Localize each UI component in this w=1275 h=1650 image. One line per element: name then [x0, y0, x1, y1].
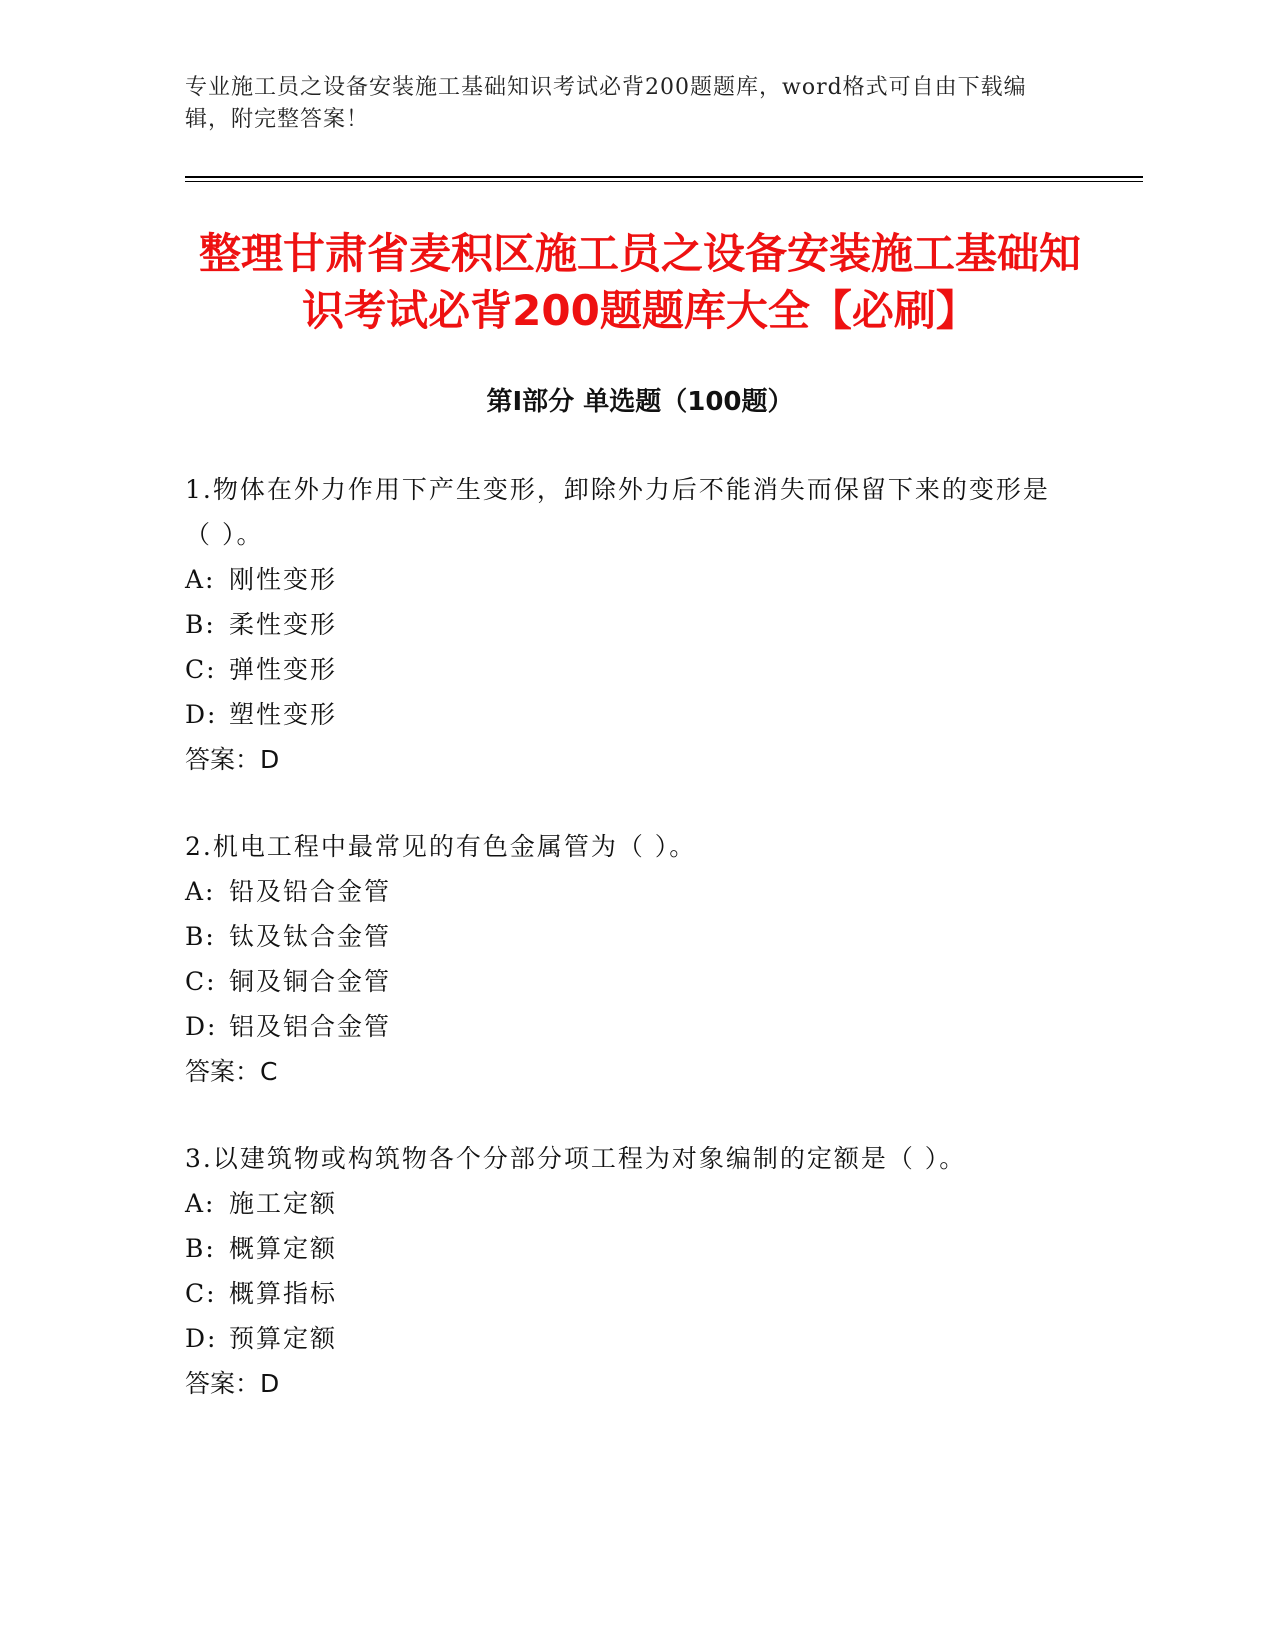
- question-1: [185, 467, 1075, 782]
- question-list: [185, 467, 1075, 1448]
- option-b: [185, 1226, 1075, 1271]
- option-text: 刚性变形: [229, 565, 338, 594]
- answer-value: C: [260, 1057, 278, 1086]
- option-key: A:: [185, 1189, 216, 1218]
- answer-line: [185, 1361, 1075, 1406]
- option-key: C:: [185, 967, 217, 996]
- option-text: 概算定额: [229, 1234, 338, 1263]
- option-key: C:: [185, 1279, 217, 1308]
- option-key: A:: [185, 565, 216, 594]
- answer-label: 答案：: [185, 1057, 261, 1086]
- answer-label: 答案：: [185, 745, 261, 774]
- option-a: [185, 1181, 1075, 1226]
- option-text: 概算指标: [229, 1279, 338, 1308]
- option-key: B:: [185, 1234, 216, 1263]
- header-note: 专业施工员之设备安装施工基础知识考试必背200题题库，word格式可自由下载编辑，附完整答案！: [185, 75, 1027, 132]
- option-text: 弹性变形: [229, 655, 338, 684]
- header-rule-thick: [185, 176, 1143, 178]
- option-key: A:: [185, 877, 216, 906]
- section-title: 第Ⅰ部分 单选题（100题）: [486, 387, 794, 417]
- option-d: [185, 1316, 1075, 1361]
- header-rule-thin: [185, 181, 1143, 182]
- option-text: 柔性变形: [229, 610, 338, 639]
- option-key: D:: [185, 700, 218, 729]
- option-text: 预算定额: [229, 1324, 338, 1353]
- option-d: [185, 1004, 1075, 1049]
- option-text: 塑性变形: [229, 700, 338, 729]
- answer-label: 答案：: [185, 1369, 261, 1398]
- option-a: [185, 869, 1075, 914]
- option-text: 铜及铜合金管: [229, 967, 392, 996]
- option-key: C:: [185, 655, 217, 684]
- option-b: [185, 602, 1075, 647]
- answer-line: [185, 737, 1075, 782]
- option-text: 铅及铅合金管: [229, 877, 392, 906]
- option-d: [185, 692, 1075, 737]
- option-c: [185, 647, 1075, 692]
- question-stem: 2.机电工程中最常见的有色金属管为（ ）。: [185, 832, 697, 861]
- option-a: [185, 557, 1075, 602]
- question-2: [185, 824, 1075, 1094]
- option-text: 铝及铝合金管: [229, 1012, 392, 1041]
- answer-line: [185, 1049, 1075, 1094]
- option-key: D:: [185, 1012, 218, 1041]
- question-stem: 1.物体在外力作用下产生变形，卸除外力后不能消失而保留下来的变形是（ ）。: [185, 475, 1050, 549]
- option-key: B:: [185, 610, 216, 639]
- document-title: 整理甘肃省麦积区施工员之设备安装施工基础知识考试必背200题题库大全【必刷】: [198, 229, 1081, 335]
- option-key: B:: [185, 922, 216, 951]
- option-c: [185, 1271, 1075, 1316]
- question-stem: 3.以建筑物或构筑物各个分部分项工程为对象编制的定额是（ ）。: [185, 1144, 967, 1173]
- option-text: 钛及钛合金管: [229, 922, 392, 951]
- option-b: [185, 914, 1075, 959]
- question-3: [185, 1136, 1075, 1406]
- option-text: 施工定额: [229, 1189, 338, 1218]
- answer-value: D: [260, 745, 280, 774]
- option-c: [185, 959, 1075, 1004]
- answer-value: D: [260, 1369, 280, 1398]
- option-key: D:: [185, 1324, 218, 1353]
